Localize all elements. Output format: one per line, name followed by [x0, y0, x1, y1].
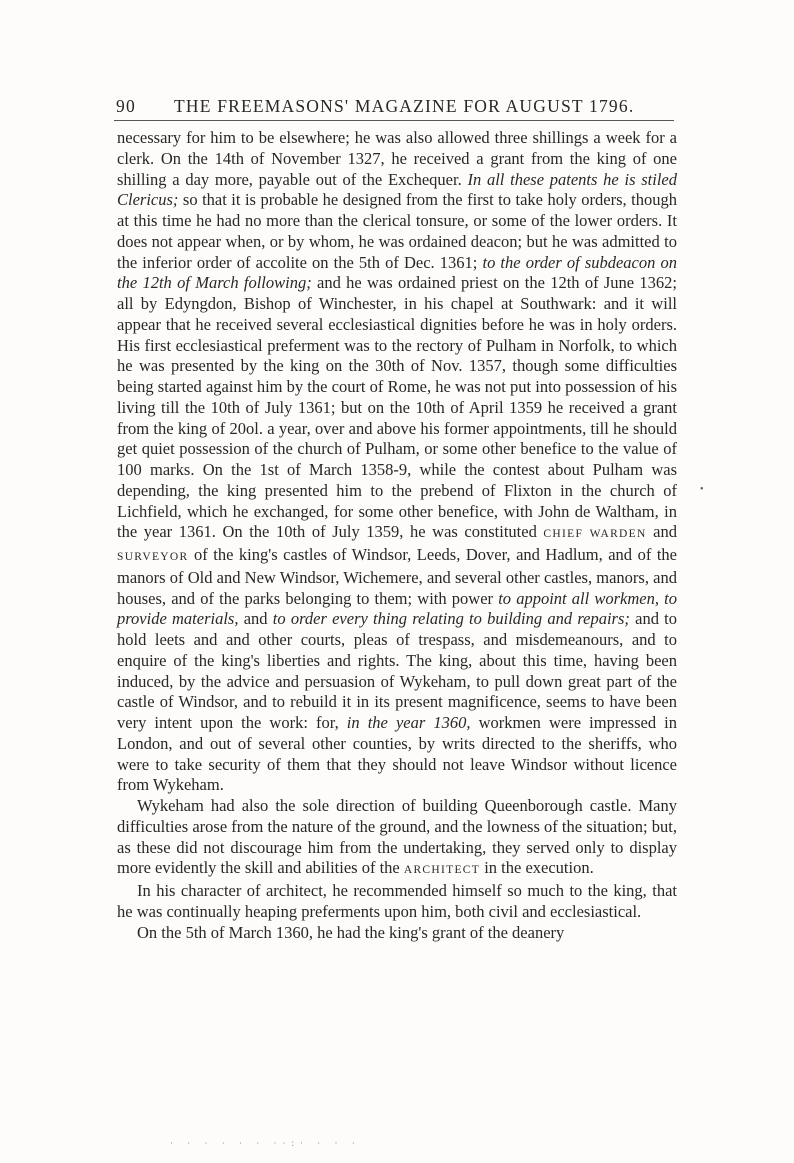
text-run: of the king's castles of Windsor, Leeds, Dover, and Hadlum, and of the manors of Old and New Windsor, Wichemere, and several other castles, manors, and houses, and of the parks belonging to them; with power [117, 545, 677, 608]
text-run: and [646, 522, 677, 542]
italic-run: In all these patents he is stiled Clericus; [117, 169, 678, 210]
page-number: 90 [116, 96, 136, 116]
margin-speck: • [700, 484, 704, 495]
paragraph-2 [117, 796, 677, 881]
article-body [117, 128, 677, 943]
text-run: On the 5th of March 1360, he had the king's grant of the deanery [137, 922, 565, 942]
text-run: and he was ordained priest on the 12th of June 1362; all by Edyngdon, Bishop of Winchester, in his chapel at Southwark: and it will appear that he received several ecclesiastical dignities before he was in holy orders. His first ecclesiastical preferment was to the rectory of Pulham in Norfolk, to which he was presented by the king on the 30th of Nov. 1357, though some difficulties being started against him by the court of Rome, he was not put into possession of his living till the 10th of July 1361; but on the 10th of April 1359 he received a grant from the king of 20ol. a year, over and above his former appointments, till he should get quiet possession of the church of Pulham, or some other benefice to the value of 100 marks. On the 1st of March 1358-9, while the contest about Pulham was depending, the king presented him to the prebend of Flixton in the church of Lichfield, which he exchanged, for some other benefice, with John de Waltham, in the year 1361. On the 10th of July 1359, he was constituted [117, 273, 677, 542]
text-run: necessary for him to be elsewhere; he was also allowed three shillings a week for a clerk. On the 14th of November 1327, he received a grant from the king of one shilling a day more, payable out of the Exchequer. [117, 128, 677, 189]
paragraph-3 [117, 881, 677, 923]
small-caps-run: CHIEF WARDEN [543, 528, 647, 541]
text-run: In his character of architect, he recommended himself so much to the king, that he was continually heaping preferments upon him, both civil and ecclesiastical. [117, 881, 677, 921]
italic-run: to appoint all workmen, to provide materials, [117, 588, 677, 629]
running-head [116, 96, 696, 122]
text-run: and to hold leets and and other courts, pleas of trespass, and misdemeanours, and to enquire of the king's liberties and rights. The king, about this time, having been induced, by the advice and persuasion of Wykeham, to pull down great part of the castle of Windsor, and to rebuild it in its present magnificence, seems to have been very intent upon the work: for, [117, 609, 678, 732]
italic-run: to the order of subdeacon on the 12th of March following; [117, 252, 677, 293]
paragraph-4 [117, 923, 677, 944]
text-run: Wykeham had also the sole direction of building Queenborough castle. Many difficulties arose from the nature of the ground, and the lowness of the situation; but, as these did not discourage him from the undertaking, they served only to display more evidently the skill and abilities of the [117, 796, 677, 878]
italic-run: to order every thing relating to building and repairs; [272, 609, 630, 629]
page-specks: · · · · · · ··:· · · · [170, 1138, 361, 1148]
running-title: THE FREEMASONS' MAGAZINE FOR AUGUST 1796. [174, 96, 635, 116]
paragraph-1 [117, 128, 677, 796]
text-run: and [238, 609, 273, 629]
small-caps-run: ARCHITECT [403, 864, 481, 877]
text-run: so that it is probable he designed from the first to take holy orders, though at this time he had no more than the clerical tonsure, or some of the lower orders. It does not appear when, or by whom, he was ordained deacon; but he was admitted to the inferior order of accolite on the 5th of Dec. 1361; [117, 190, 677, 272]
text-run: in the execution. [480, 858, 594, 878]
text-run: workmen were impressed in London, and out of several other counties, by writs directed to the sheriffs, who were to take security of them that they should not leave Windsor without licence from Wykeham. [117, 713, 677, 795]
small-caps-run: SURVEYOR [117, 551, 189, 563]
italic-run: in the year 1360, [346, 713, 471, 732]
header-rule [114, 120, 674, 121]
